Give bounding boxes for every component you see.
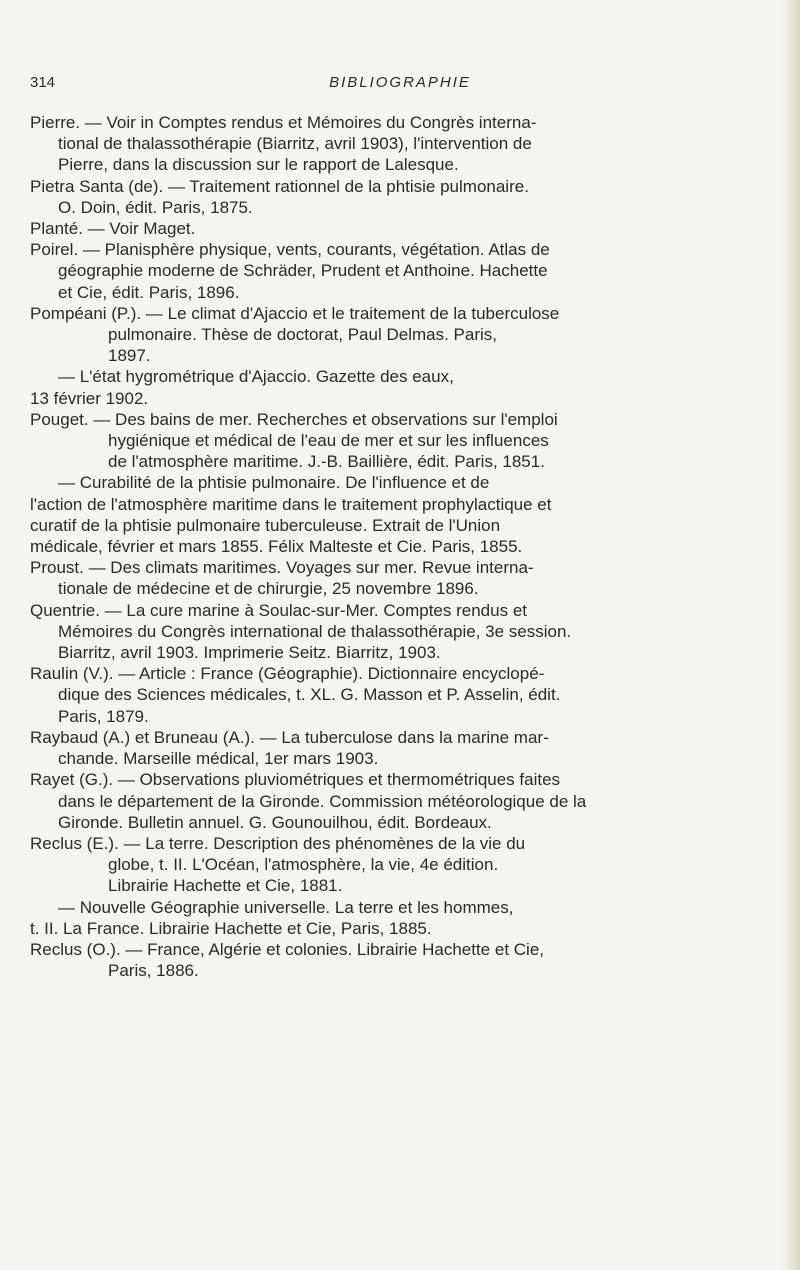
bibliography-entry-proust <box>30 557 770 599</box>
entry-line: — L'état hygrométrique d'Ajaccio. Gazette des eaux, <box>58 367 454 387</box>
entry-line: Reclus (O.). — France, Algérie et colonies. Librairie Hachette et Cie, <box>30 939 544 959</box>
bibliography-list <box>30 112 770 981</box>
entry-line: Pompéani (P.). — Le climat d'Ajaccio et le traitement de la tuberculose <box>30 303 560 323</box>
entry-line: Biarritz, avril 1903. Imprimerie Seitz. Biarritz, 1903. <box>58 643 441 663</box>
entry-line: de l'atmosphère maritime. J.-B. Baillière, édit. Paris, 1851. <box>108 452 545 472</box>
entry-line: — Nouvelle Géographie universelle. La terre et les hommes, <box>58 897 514 917</box>
entry-line: Rayet (G.). — Observations pluviométriques et thermométriques faites <box>30 770 561 790</box>
entry-line: hygiénique et médical de l'eau de mer et sur les influences <box>108 431 549 451</box>
entry-line: l'action de l'atmosphère maritime dans le traitement prophylactique et <box>30 494 552 514</box>
entry-line: dique des Sciences médicales, t. XL. G. Masson et P. Asselin, édit. <box>58 685 561 705</box>
entry-line: tionale de médecine et de chirurgie, 25 novembre 1896. <box>58 579 479 599</box>
entry-line: Mémoires du Congrès international de thalassothérapie, 3e session. <box>58 621 572 641</box>
bibliography-entry-plante <box>30 218 770 239</box>
entry-line: Pietra Santa (de). — Traitement rationnel de la phtisie pulmonaire. <box>30 176 529 196</box>
running-head: BIBLIOGRAPHIE <box>329 74 471 91</box>
bibliography-entry-reclus-o <box>30 939 770 981</box>
bibliography-entry-poirel <box>30 239 770 303</box>
entry-line: chande. Marseille médical, 1er mars 1903. <box>58 749 379 769</box>
bibliography-entry-reclus-e <box>30 833 770 939</box>
entry-line: Proust. — Des climats maritimes. Voyages sur mer. Revue interna- <box>30 558 534 578</box>
bibliography-entry-pierre <box>30 112 770 176</box>
bibliography-entry-raybaud <box>30 727 770 769</box>
entry-line: 13 février 1902. <box>30 388 149 408</box>
entry-line: Planté. — Voir Maget. <box>30 219 196 239</box>
entry-line: t. II. La France. Librairie Hachette et Cie, Paris, 1885. <box>30 918 432 938</box>
entry-line: dans le département de la Gironde. Commission météorologique de la <box>58 791 587 811</box>
entry-line: Paris, 1886. <box>108 961 199 981</box>
bibliography-entry-raulin <box>30 663 770 727</box>
entry-line: Pouget. — Des bains de mer. Recherches et observations sur l'emploi <box>30 409 558 429</box>
entry-line: Raulin (V.). — Article : France (Géographie). Dictionnaire encyclopé- <box>30 664 545 684</box>
entry-line: Gironde. Bulletin annuel. G. Gounouilhou, édit. Bordeaux. <box>58 812 492 832</box>
entry-line: Librairie Hachette et Cie, 1881. <box>108 876 343 896</box>
bibliography-entry-rayet <box>30 769 770 833</box>
entry-line: — Curabilité de la phtisie pulmonaire. De l'influence et de <box>58 473 490 493</box>
entry-line: Reclus (E.). — La terre. Description des phénomènes de la vie du <box>30 833 526 853</box>
entry-line: O. Doin, édit. Paris, 1875. <box>58 197 253 217</box>
entry-line: Paris, 1879. <box>58 706 149 726</box>
entry-line: Quentrie. — La cure marine à Soulac-sur-Mer. Comptes rendus et <box>30 600 527 620</box>
entry-line: et Cie, édit. Paris, 1896. <box>58 282 240 302</box>
bibliography-entry-quentrie <box>30 600 770 664</box>
entry-line: Pierre, dans la discussion sur le rapport de Lalesque. <box>58 155 459 175</box>
bibliography-entry-pouget <box>30 409 770 557</box>
entry-line: Raybaud (A.) et Bruneau (A.). — La tuberculose dans la marine mar- <box>30 727 549 747</box>
entry-line: pulmonaire. Thèse de doctorat, Paul Delmas. Paris, <box>108 325 497 345</box>
page-number: 314 <box>30 74 56 91</box>
entry-line: médicale, février et mars 1855. Félix Malteste et Cie. Paris, 1855. <box>30 537 523 557</box>
bibliography-entry-pompeani <box>30 303 770 409</box>
page-header <box>30 74 770 98</box>
page-edge-shadow <box>782 0 800 1270</box>
entry-line: globe, t. II. L'Océan, l'atmosphère, la vie, 4e édition. <box>108 855 499 875</box>
entry-line: curatif de la phtisie pulmonaire tuberculeuse. Extrait de l'Union <box>30 515 501 535</box>
entry-line: tional de thalassothérapie (Biarritz, avril 1903), l'intervention de <box>58 134 532 154</box>
entry-line: Poirel. — Planisphère physique, vents, courants, végétation. Atlas de <box>30 240 550 260</box>
entry-line: Pierre. — Voir in Comptes rendus et Mémoires du Congrès interna- <box>30 113 537 132</box>
entry-line: géographie moderne de Schräder, Prudent et Anthoine. Hachette <box>58 261 548 281</box>
entry-line: 1897. <box>108 346 151 366</box>
bibliography-entry-pietra-santa <box>30 176 770 218</box>
